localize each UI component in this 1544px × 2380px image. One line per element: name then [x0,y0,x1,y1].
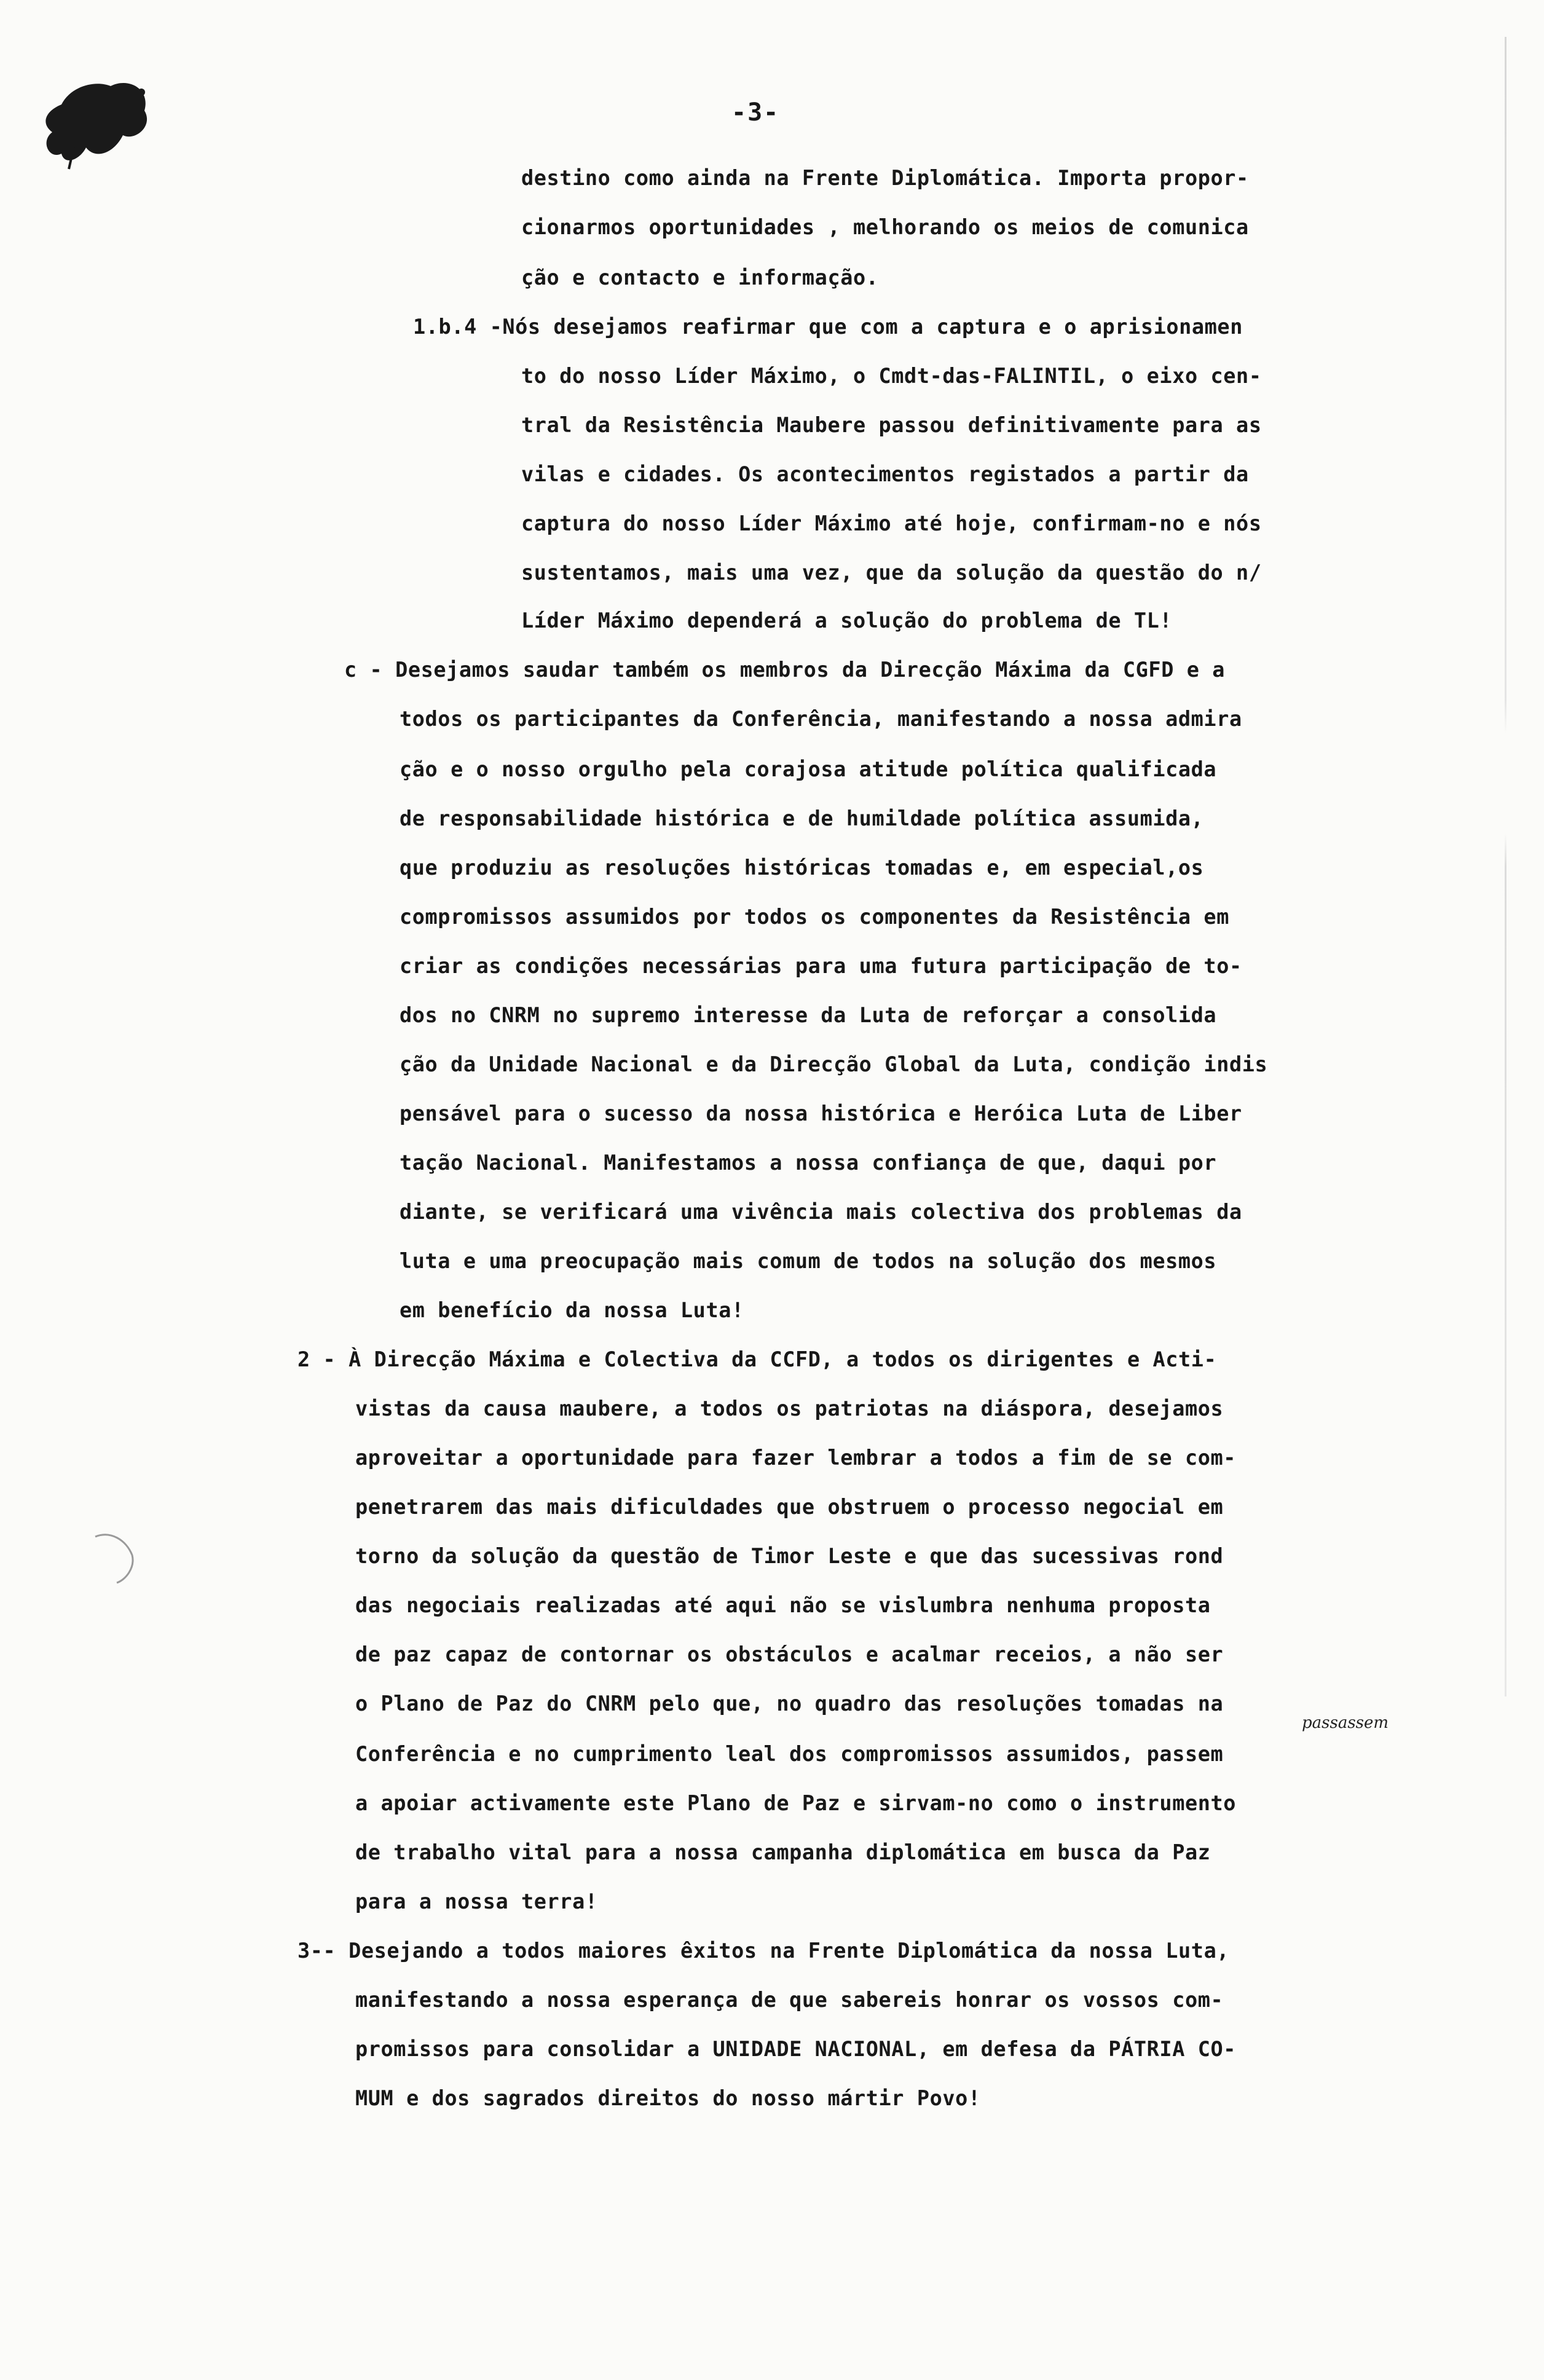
paragraph-2-line: para a nossa terra! [355,1889,598,1913]
paragraph-3-line: manifestando a nossa esperança de que sabereis honrar os vossos com- [355,1988,1224,2012]
paragraph-3-line: MUM e dos sagrados direitos do nosso mártir Povo! [355,2086,981,2110]
paragraph-c-line: luta e uma preocupação mais comum de todos na solução dos mesmos [400,1249,1217,1273]
ink-stain [37,68,160,172]
handwritten-correction: passassem [1302,1714,1389,1732]
paragraph-2-line: vistas da causa maubere, a todos os patriotas na diáspora, desejamos [355,1397,1224,1421]
paragraph-1b4-line: Líder Máximo dependerá a solução do problema de TL! [521,609,1173,632]
paragraph-2-line: aproveitar a oportunidade para fazer lembrar a todos a fim de se com- [355,1446,1237,1470]
paragraph-c-line: ção e o nosso orgulho pela corajosa atitude política qualificada [400,757,1217,781]
paragraph-3-line: promissos para consolidar a UNIDADE NACIONAL, em defesa da PÁTRIA CO- [355,2037,1237,2061]
paragraph-2-line: das negociais realizadas até aqui não se vislumbra nenhuma proposta [355,1593,1211,1617]
scan-edge-line [1505,37,1507,1696]
paragraph-1b4-line: captura do nosso Líder Máximo até hoje, confirmam-no e nós [521,511,1262,535]
paragraph-c-line: compromissos assumidos por todos os componentes da Resistência em [400,905,1229,929]
page-number: -3- [731,98,780,127]
paragraph-1b4-line: tral da Resistência Maubere passou definitivamente para as [521,413,1262,437]
text-line: destino como ainda na Frente Diplomática. Importa propor- [521,166,1249,190]
paragraph-2-line: o Plano de Paz do CNRM pelo que, no quadro das resoluções tomadas na [355,1692,1224,1716]
paragraph-2-line: de trabalho vital para a nossa campanha diplomática em busca da Paz [355,1840,1211,1864]
paragraph-c-line: todos os participantes da Conferência, manifestando a nossa admira [400,707,1242,731]
text-line: ção e contacto e informação. [521,266,879,290]
punch-hole-mark [92,1524,141,1592]
paragraph-c-line: criar as condições necessárias para uma futura participação de to- [400,954,1242,978]
paragraph-c-line: que produziu as resoluções históricas tomadas e, em especial,os [400,856,1204,880]
text-line: cionarmos oportunidades , melhorando os meios de comunica [521,215,1249,239]
paragraph-1b4-line: sustentamos, mais uma vez, que da solução da questão do n/ [521,561,1262,585]
paragraph-1b4-line: vilas e cidades. Os acontecimentos registados a partir da [521,462,1249,486]
paragraph-c-line: c - Desejamos saudar também os membros da Direcção Máxima da CGFD e a [344,658,1226,682]
paragraph-1b4-line: to do nosso Líder Máximo, o Cmdt-das-FALINTIL, o eixo cen- [521,364,1262,388]
paragraph-c-line: ção da Unidade Nacional e da Direcção Global da Luta, condição indis [400,1052,1268,1076]
paragraph-c-line: diante, se verificará uma vivência mais colectiva dos problemas da [400,1200,1242,1224]
paragraph-1b4-line: 1.b.4 -Nós desejamos reafirmar que com a captura e o aprisionamen [413,315,1243,339]
paragraph-2-line: de paz capaz de contornar os obstáculos e acalmar receios, a não ser [355,1642,1224,1666]
paragraph-3-line: 3-- Desejando a todos maiores êxitos na Frente Diplomática da nossa Luta, [297,1939,1230,1963]
paragraph-c-line: pensável para o sucesso da nossa histórica e Heróica Luta de Liber [400,1101,1242,1125]
paragraph-2-line: a apoiar activamente este Plano de Paz e sirvam-no como o instrumento [355,1791,1237,1815]
paragraph-2-line: 2 - À Direcção Máxima e Colectiva da CCFD, a todos os dirigentes e Acti- [297,1347,1217,1371]
paragraph-2-line: Conferência e no cumprimento leal dos compromissos assumidos, passem [355,1742,1224,1766]
paragraph-2-line: torno da solução da questão de Timor Leste e que das sucessivas rond [355,1544,1224,1568]
paragraph-c-line: tação Nacional. Manifestamos a nossa confiança de que, daqui por [400,1151,1217,1175]
paragraph-c-line: em benefício da nossa Luta! [400,1298,744,1322]
paragraph-2-line: penetrarem das mais dificuldades que obstruem o processo negocial em [355,1495,1224,1519]
paragraph-c-line: dos no CNRM no supremo interesse da Luta de reforçar a consolida [400,1003,1217,1027]
paragraph-c-line: de responsabilidade histórica e de humildade política assumida, [400,806,1204,830]
